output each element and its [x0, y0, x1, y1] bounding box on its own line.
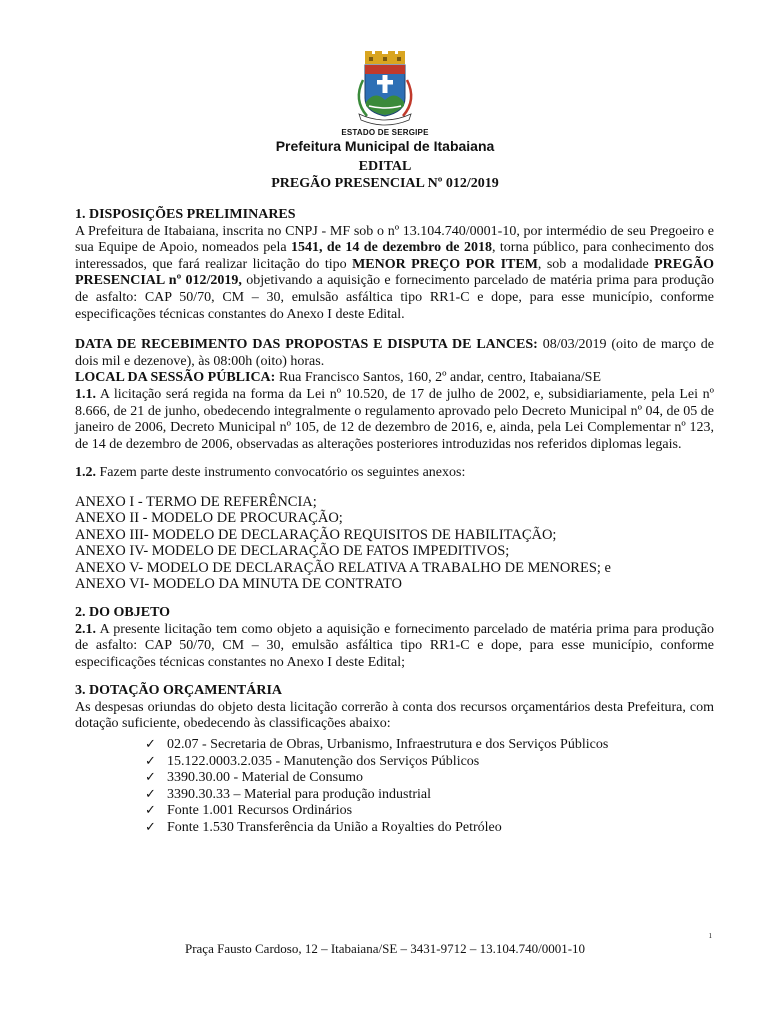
list-item [145, 737, 714, 754]
footer-address: Praça Fausto Cardoso, 12 – Itabaiana/SE – 3431-9712 – 13.104.740/0001-10 [184, 941, 586, 956]
clause-number: 1.1. [75, 386, 96, 402]
list-item-text: 3390.30.33 – Material para produção industrial [167, 786, 431, 802]
section-3-intro: As despesas oriundas do objeto desta licitação correrão à conta dos recursos orçamentários desta Prefeitura, com dotação suficiente, obedecendo às classificações abaixo: [75, 699, 714, 732]
clause-text: A presente licitação tem como objeto a aquisição e fornecimento parcelado de matéria prima para produção de asfalto: CAP 50/70, CM – 30, emulsão asfáltica tipo RR1-C e dope, para esse município, conforme especificações técnicas constantes no Anexo I deste Edital; [75, 621, 714, 670]
checkmark-icon: ✓ [145, 770, 156, 786]
date-value: 08/03/2019 (oito de março de dois mil e dezenove), às 08:00h (oito) horas. [75, 337, 714, 369]
section-1-heading: 1. DISPOSIÇÕES PRELIMINARES [75, 207, 296, 222]
text-run: , torna público, para conhecimento dos interessados, que fará realizar licitação do tipo [75, 240, 714, 272]
date-label: DATA DE RECEBIMENTO DAS PROPOSTAS E DISPUTA DE LANCES: [75, 337, 538, 353]
annex-item: ANEXO IV- MODELO DE DECLARAÇÃO DE FATOS IMPEDITIVOS; [75, 543, 510, 560]
title-line-edital: EDITAL [358, 159, 412, 174]
letterhead [0, 50, 770, 154]
text-run-bold: MENOR PREÇO POR ITEM [352, 256, 538, 272]
local-value: Rua Francisco Santos, 160, 2º andar, centro, Itabaiana/SE [275, 370, 602, 386]
page-number: 1 [708, 932, 712, 940]
list-item [145, 787, 714, 804]
list-item [145, 770, 714, 787]
state-name: ESTADO DE SERGIPE [341, 128, 429, 137]
checkmark-icon: ✓ [145, 820, 156, 836]
section-1-paragraph [75, 224, 714, 324]
list-item-text: 02.07 - Secretaria de Obras, Urbanismo, Infraestrutura e dos Serviços Públicos [167, 737, 609, 753]
text-run: objetivando a aquisição e fornecimento parcelado de matéria prima para produção de asfalto: CAP 50/70, CM – 30, emulsão asfáltica tipo RR1-C e dope, para esse município, conforme especificações técnicas constantes do Anexo I deste Edital. [75, 273, 714, 322]
clause-2-1 [75, 622, 714, 672]
list-item-text: Fonte 1.001 Recursos Ordinários [167, 803, 353, 819]
document-body [75, 207, 714, 837]
clause-number: 2.1. [75, 621, 96, 637]
text-run: A Prefeitura de Itabaiana, inscrita no CNPJ - MF sob o nº 13.104.740/0001-10, por intermédio de seu Pregoeiro e sua Equipe de Apoio, nomeados pela [75, 223, 714, 256]
checkmark-icon: ✓ [145, 786, 156, 802]
clause-text: A licitação será regida na forma da Lei nº 10.520, de 17 de julho de 2002, e, subsidiariamente, pela Lei nº 8.666, de 21 de junho, obedecendo integralmente o regulamento aprovado pelo Decreto Municipal nº 04, de 05 de janeiro de 2006, Decreto Municipal nº 105, de 12 de dezembro de 2016, e, ainda, pela Lei Complementar nº 123, de 14 de dezembro de 2006, observadas as alterações posteriores introduzidas nos referidos diplomas legais. [75, 386, 714, 452]
section-2-heading: 2. DO OBJETO [75, 604, 171, 620]
text-run: , sob a modalidade [537, 256, 655, 272]
text-run-bold: 1541, de 14 de dezembro de 2018 [290, 240, 492, 256]
budget-classification-list [75, 737, 714, 837]
annex-item: ANEXO II - MODELO DE PROCURAÇÃO; [75, 510, 343, 527]
list-item [145, 820, 714, 837]
annex-list [75, 494, 714, 593]
list-item-text: Fonte 1.530 Transferência da União a Royalties do Petróleo [167, 820, 502, 836]
title-line-pregao: PREGÃO PRESENCIAL Nº 012/2019 [271, 176, 499, 191]
annex-item: ANEXO VI- MODELO DA MINUTA DE CONTRATO [75, 576, 402, 593]
checkmark-icon: ✓ [145, 737, 156, 753]
list-item-text: 15.122.0003.2.035 - Manutenção dos Serviços Públicos [167, 753, 480, 769]
list-item [145, 754, 714, 771]
municipal-crest-icon [345, 50, 425, 126]
clause-1-2 [75, 465, 714, 482]
annex-item: ANEXO III- MODELO DE DECLARAÇÃO REQUISITOS DE HABILITAÇÃO; [75, 526, 557, 543]
city-hall-name: Prefeitura Municipal de Itabaiana [275, 138, 495, 154]
checkmark-icon: ✓ [145, 753, 156, 769]
list-item [145, 803, 714, 820]
local-label: LOCAL DA SESSÃO PÚBLICA: [75, 370, 276, 386]
section-3-heading: 3. DOTAÇÃO ORÇAMENTÁRIA [75, 683, 283, 699]
clause-number: 1.2. [75, 465, 96, 481]
checkmark-icon: ✓ [145, 803, 156, 819]
annex-item: ANEXO V- MODELO DE DECLARAÇÃO RELATIVA A TRABALHO DE MENORES; e [75, 559, 611, 576]
list-item-text: 3390.30.00 - Material de Consumo [167, 770, 363, 786]
annex-item: ANEXO I - TERMO DE REFERÊNCIA; [75, 493, 317, 510]
local-paragraph [75, 370, 714, 387]
document-title [0, 158, 770, 192]
clause-1-1 [75, 387, 714, 453]
clause-text: Fazem parte deste instrumento convocatório os seguintes anexos: [96, 465, 466, 481]
text-run-bold: PREGÃO PRESENCIAL nº 012/2019, [75, 256, 714, 289]
date-paragraph [75, 337, 714, 370]
